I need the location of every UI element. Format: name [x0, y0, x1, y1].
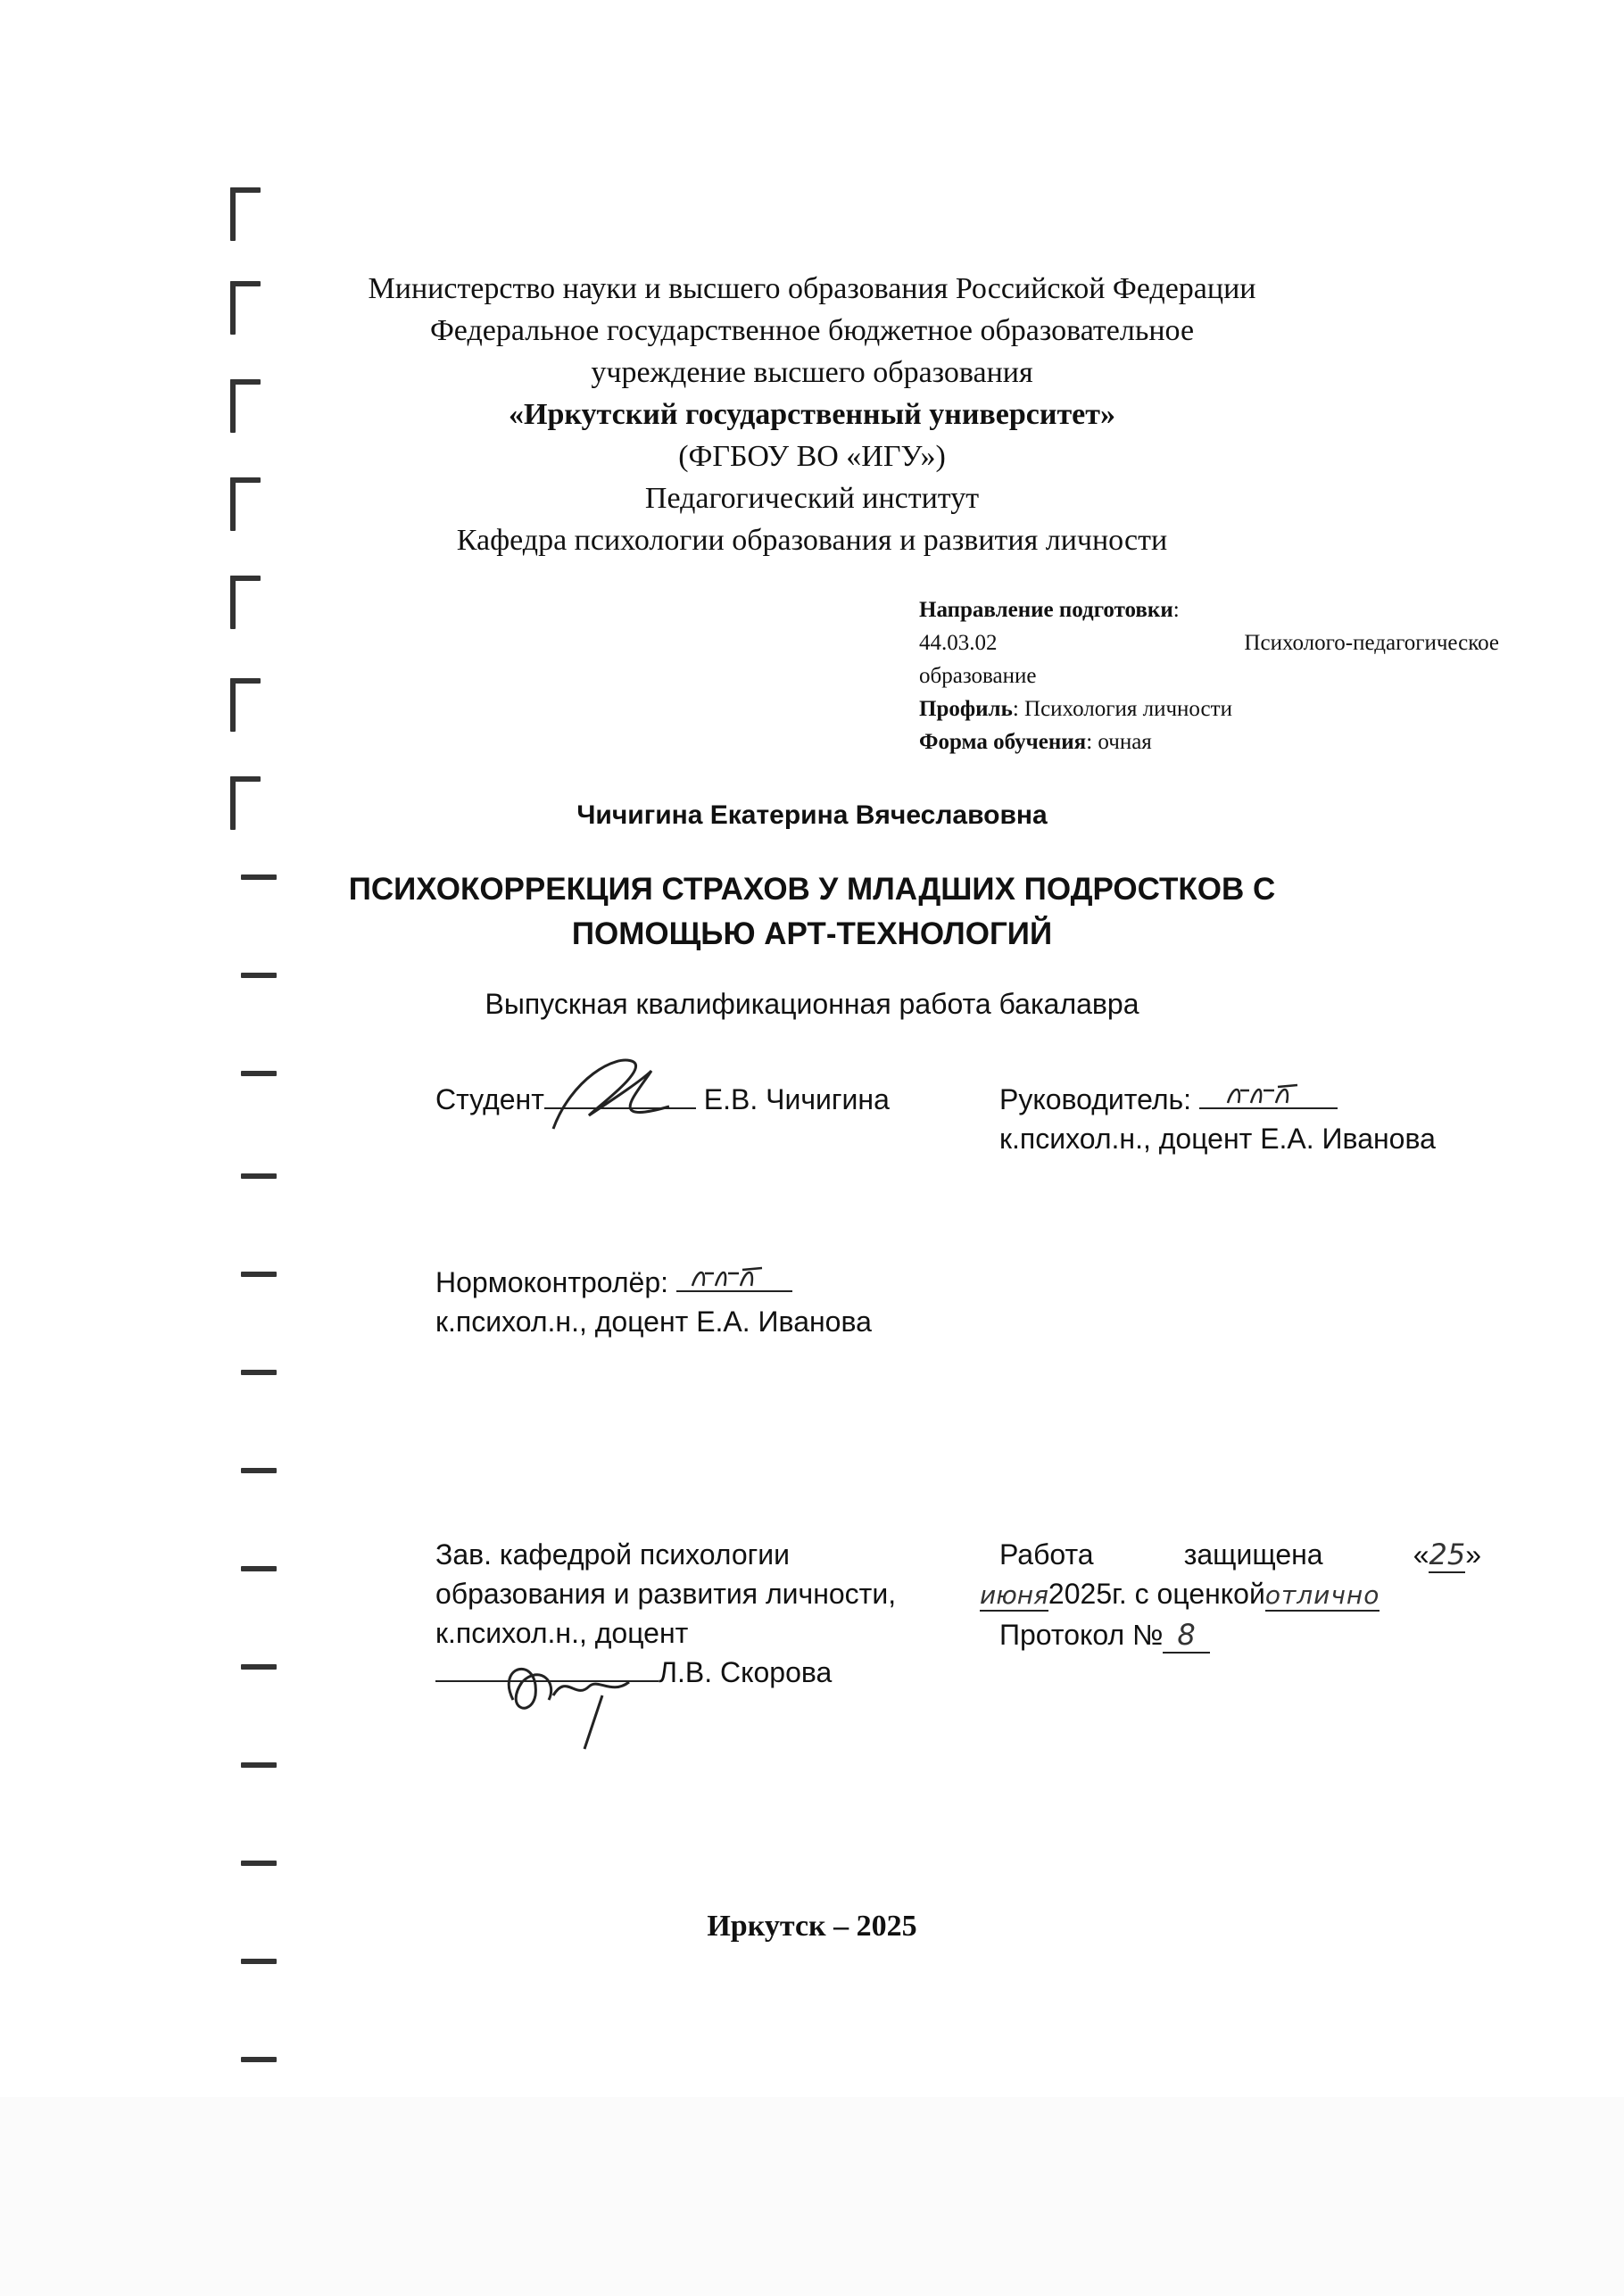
defense-year-text: 2025г. с оценкой [1048, 1578, 1265, 1610]
defense-block [980, 1535, 1481, 1654]
direction-label: Направление подготовки [919, 598, 1173, 622]
direction-block: Направление подготовки: 44.03.02 Психолого-педагогическое образование Профиль: Психология личности Форма обучения: очная [919, 598, 1499, 754]
header-block [0, 268, 1624, 561]
normcontrol-details: к.психол.н., доцент Е.А. Иванова [435, 1305, 872, 1338]
institute-name: Педагогический институт [644, 482, 980, 515]
normcontrol-label: Нормоконтролёр: [435, 1266, 669, 1298]
institution-line-2: учреждение высшего образования [591, 356, 1033, 389]
profile-value: Психология личности [1024, 697, 1232, 721]
quote-close: » [1465, 1538, 1481, 1571]
university-abbrev: (ФГБОУ ВО «ИГУ») [678, 440, 946, 473]
quote-open: « [1413, 1538, 1429, 1571]
head-line-2: образования и развития личности, [435, 1578, 897, 1610]
institution-line-1: Федеральное государственное бюджетное образовательное [429, 314, 1195, 347]
head-name: Л.В. Скорова [659, 1656, 833, 1688]
university-name: «Иркутский государственный университет» [509, 398, 1115, 431]
supervisor-label: Руководитель: [999, 1083, 1192, 1115]
profile-label: Профиль [919, 697, 1013, 721]
protocol-number: 8 [1163, 1618, 1209, 1654]
defense-word-1: Работа [999, 1538, 1094, 1571]
head-line-1: Зав. кафедрой психологии [435, 1538, 791, 1571]
department-name: Кафедра психологии образования и развития личности [456, 524, 1168, 557]
author-name: Чичигина Екатерина Вячеславовна [576, 800, 1048, 830]
head-signature [486, 1646, 665, 1753]
defense-month: июня [980, 1580, 1048, 1610]
page-bottom-shadow [0, 2097, 1624, 2296]
form-label: Форма обучения [919, 730, 1087, 754]
student-signature [535, 1044, 687, 1142]
city-year: Иркутск – 2025 [707, 1910, 917, 1943]
head-line-3: к.психол.н., доцент [435, 1617, 689, 1649]
defense-word-2: защищена [1183, 1538, 1323, 1571]
defense-day: 25 [1429, 1538, 1466, 1571]
title-line-1: ПСИХОКОРРЕКЦИЯ СТРАХОВ У МЛАДШИХ ПОДРОСТКОВ С [348, 872, 1276, 907]
student-name: Е.В. Чичигина [703, 1083, 890, 1115]
direction-name: Психолого-педагогическое [1244, 631, 1499, 655]
form-value: очная [1098, 730, 1152, 754]
protocol-label: Протокол № [999, 1619, 1164, 1651]
defense-grade: отлично [1264, 1580, 1380, 1610]
ministry-line: Министерство науки и высшего образования Российской Федерации [368, 272, 1256, 305]
title-line-2: ПОМОЩЬЮ АРТ-ТЕХНОЛОГИЙ [571, 916, 1053, 951]
supervisor-details: к.психол.н., доцент Е.А. Иванова [999, 1123, 1436, 1155]
thesis-title [0, 867, 1624, 957]
normcontrol-signature [687, 1261, 767, 1297]
student-label: Студент [435, 1083, 544, 1115]
supervisor-signature [1222, 1078, 1303, 1114]
direction-code: 44.03.02 [919, 631, 998, 655]
work-type: Выпускная квалификационная работа бакалавра [485, 988, 1139, 1020]
direction-name-cont: образование [919, 664, 1037, 688]
